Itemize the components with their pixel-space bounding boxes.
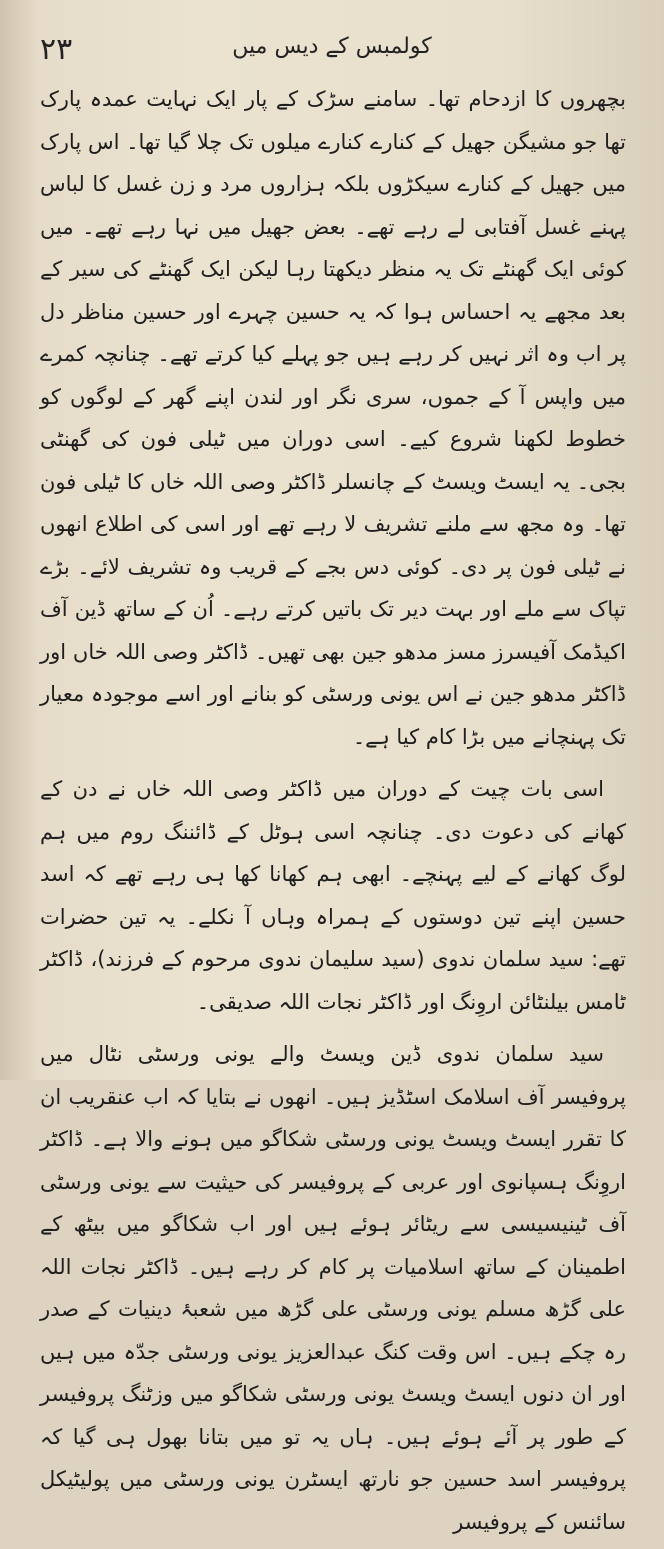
page-header — [0, 32, 664, 72]
page-number: ۲۳ — [40, 32, 73, 67]
paragraph-1: بچھروں کا ازدحام تھا۔ سامنے سڑک کے پار ایک نہایت عمدہ پارک تھا جو مشیگن جھیل کے کنارے کنارے میلوں تک چلا گیا تھا۔ اس پارک میں جھیل کے کنارے سیکڑوں بلکہ ہزاروں مرد و زن غسل کا لباس پہنے غسل آفتابی لے رہے تھے۔ بعض جھیل میں نہا رہے تھے۔ میں کوئی ایک گھنٹے تک یہ منظر دیکھتا رہا لیکن ایک گھنٹے کی سیر کے بعد مجھے یہ احساس ہوا کہ یہ حسین چہرے اور حسین مناظر دل پر اب وہ اثر نہیں کر رہے ہیں جو پہلے کیا کرتے تھے۔ چنانچہ کمرے میں واپس آ کے جموں، سری نگر اور لندن اپنے گھر کے لوگوں کو خطوط لکھنا شروع کیے۔ اسی دوران میں ٹیلی فون کی گھنٹی بجی۔ یہ ایسٹ ویسٹ کے چانسلر ڈاکٹر وصی اللہ خاں کا ٹیلی فون تھا۔ وہ مجھ سے ملنے تشریف لا رہے تھے اور اسی کی اطلاع انھوں نے ٹیلی فون پر دی۔ کوئی دس بجے کے قریب وہ تشریف لائے۔ بڑے تپاک سے ملے اور بہت دیر تک باتیں کرتے رہے۔ اُن کے ساتھ ڈین آف اکیڈمک آفیسرز مسز مدھو جین بھی تھیں۔ ڈاکٹر وصی اللہ خاں اور ڈاکٹر مدھو جین نے اس یونی ورسٹی کو بنانے اور اسے موجودہ معیار تک پہنچانے میں بڑا کام کیا ہے۔ — [40, 87, 626, 749]
paragraph-2: اسی بات چیت کے دوران میں ڈاکٹر وصی اللہ خاں نے دن کے کھانے کی دعوت دی۔ چنانچہ اسی ہوٹل کے ڈائننگ روم میں ہم لوگ کھانے کے لیے پہنچے۔ ابھی ہم کھانا کھا ہی رہے تھے کہ اسد حسین اپنے تین دوستوں کے ہمراہ وہاں آ نکلے۔ یہ تین حضرات تھے: سید سلمان ندوی (سید سلیمان ندوی مرحوم کے فرزند)، ڈاکٹر ٹامس بیلنٹائن اروِنگ اور ڈاکٹر نجات اللہ صدیقی۔ — [40, 777, 626, 1014]
running-title: کولمبس کے دیس میں — [232, 34, 432, 59]
page-body — [40, 78, 626, 1549]
paragraph-3: سید سلمان ندوی ڈین ویسٹ والے یونی ورسٹی نٹال میں پروفیسر آف اسلامک اسٹڈیز ہیں۔ انھوں نے بتایا کہ اب عنقریب ان کا تقرر ایسٹ ویسٹ یونی ورسٹی شکاگو میں ہونے والا ہے۔ ڈاکٹر اروِنگ ہسپانوی اور عربی کے پروفیسر کی حیثیت سے یونی ورسٹی آف ٹینیسیسی سے ریٹائر ہوئے ہیں اور اب شکاگو میں بیٹھ کے اطمینان کے ساتھ اسلامیات پر کام کر رہے ہیں۔ ڈاکٹر نجات اللہ علی گڑھ مسلم یونی ورسٹی علی گڑھ میں شعبۂ دینیات کے صدر رہ چکے ہیں۔ اس وقت کنگ عبدالعزیز یونی ورسٹی جدّہ میں ہیں اور ان دنوں ایسٹ ویسٹ یونی ورسٹی شکاگو میں وزٹنگ پروفیسر کے طور پر آئے ہوئے ہیں۔ ہاں یہ تو میں بتانا بھول ہی گیا کہ پروفیسر اسد حسین جو نارتھ ایسٹرن یونی ورسٹی میں پولیٹیکل سائنس کے پروفیسر — [40, 1042, 626, 1534]
